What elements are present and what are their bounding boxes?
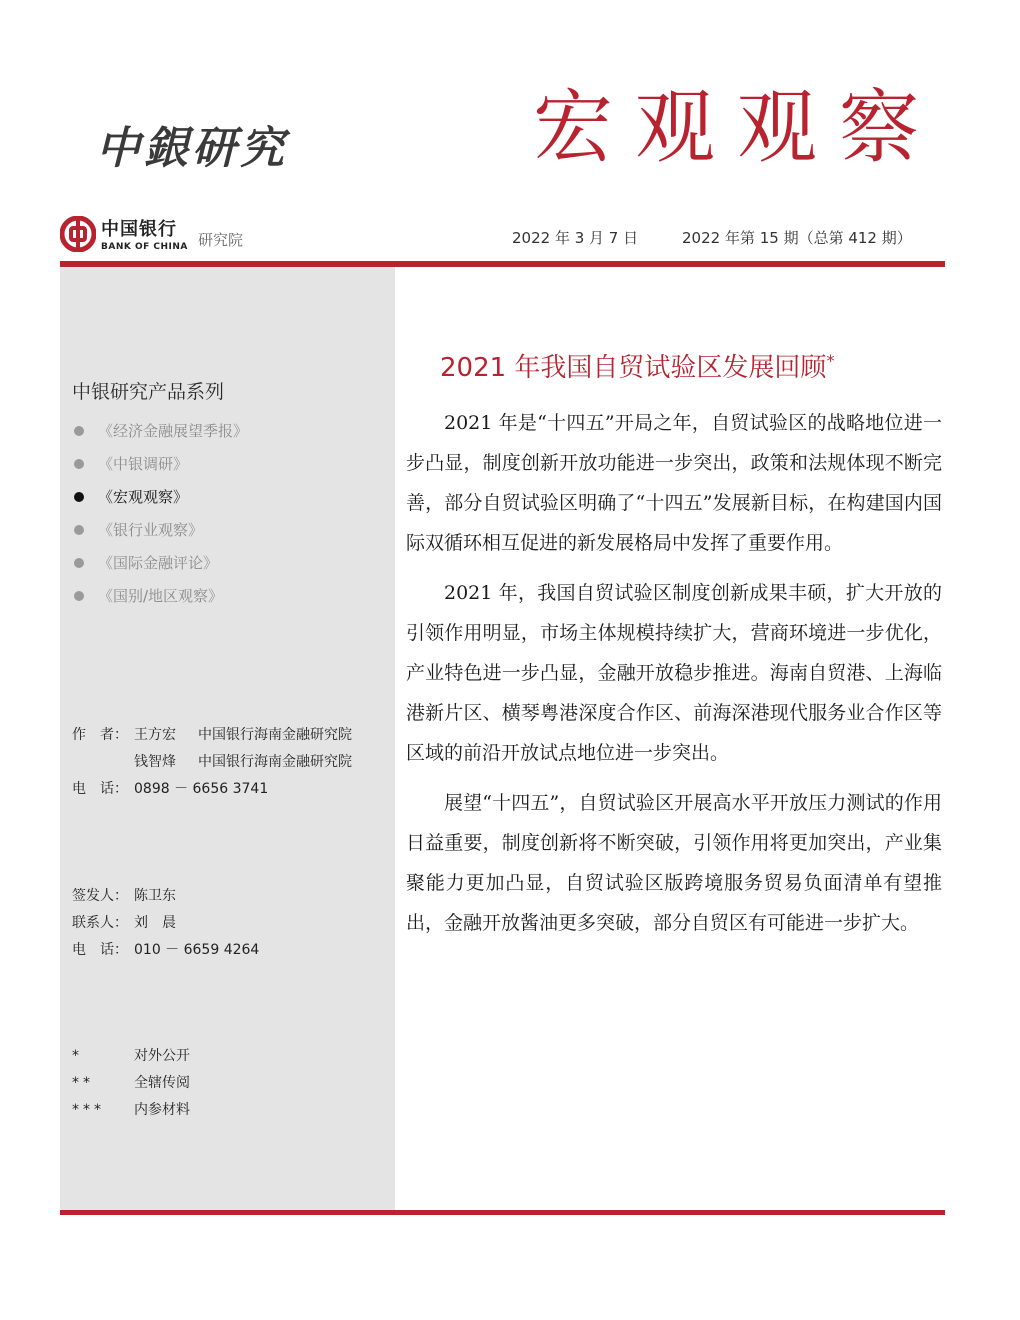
- footnote-mark: *: [826, 351, 835, 370]
- author-phone: 电 话： 0898 － 6656 3741: [72, 781, 269, 797]
- classification-row-internal: ** 全辖传阅: [72, 1075, 190, 1091]
- contact-phone: 电 话： 010 － 6659 4264: [72, 942, 260, 958]
- article-body: [406, 403, 942, 953]
- article-paragraph: 2021 年，我国自贸试验区制度创新成果丰硕，扩大开放的引领作用明显，市场主体规模持续扩大，营商环境进一步优化，产业特色进一步凸显，金融开放稳步推进。海南自贸港、上海临港新片区、横琴粤港深度合作区、前海深港现代服务业合作区等区域的前沿开放试点地位进一步突出。: [406, 582, 942, 764]
- series-item-macro: 《宏观观察》: [72, 480, 248, 513]
- classification-row-confidential: *** 内参材料: [72, 1102, 190, 1118]
- bank-name-en: BANK OF CHINA: [101, 242, 188, 252]
- bullet-icon: [74, 591, 84, 601]
- series-item-country: 《国别/地区观察》: [72, 579, 248, 612]
- bullet-icon: [74, 525, 84, 535]
- article-paragraph: 2021 年是“十四五”开局之年，自贸试验区的战略地位进一步凸显，制度创新开放功能进一步突出，政策和法规体现不断完善，部分自贸试验区明确了“十四五”发展新目标，在构建国内国际双循环相互促进的新发展格局中发挥了重要作用。: [406, 412, 942, 554]
- series-title: 中银研究产品系列: [72, 381, 225, 403]
- bank-of-china-logo-icon: [60, 216, 96, 252]
- series-item-banking: 《银行业观察》: [72, 513, 248, 546]
- author-row-1: 作 者： 王方宏 中国银行海南金融研究院: [72, 727, 352, 743]
- bullet-icon: [74, 558, 84, 568]
- series-item-research: 《中银调研》: [72, 447, 248, 480]
- signer-row: 签发人： 陈卫东: [72, 888, 176, 904]
- publication-date: 2022 年 3 月 7 日: [512, 229, 639, 247]
- series-item-outlook: 《经济金融展望季报》: [72, 414, 248, 447]
- author-row-2: 钱智烽 中国银行海南金融研究院: [134, 754, 352, 770]
- article-title: 2021 年我国自贸试验区发展回顾*: [440, 351, 835, 383]
- institute-label: 研究院: [198, 231, 244, 249]
- article-paragraph: 展望“十四五”，自贸试验区开展高水平开放压力测试的作用日益重要，制度创新将不断突破，引领作用将更加突出，产业集聚能力更加凸显，自贸试验区版跨境服务贸易负面清单有望推出，金融开放酱油更多突破，部分自贸区有可能进一步扩大。: [406, 792, 942, 934]
- series-item-intl-finance: 《国际金融评论》: [72, 546, 248, 579]
- issue-number: 2022 年第 15 期（总第 412 期）: [682, 229, 912, 247]
- series-list: [72, 414, 248, 612]
- contact-row: 联系人： 刘 晨: [72, 915, 176, 931]
- footer-divider: [60, 1210, 945, 1215]
- bullet-icon: [74, 459, 84, 469]
- classification-row-public: * 对外公开: [72, 1048, 190, 1064]
- publication-title: 宏观观察: [533, 81, 941, 174]
- calligraphy-logo: 中銀研究: [96, 123, 288, 174]
- bullet-icon: [74, 426, 84, 436]
- bullet-icon: [74, 492, 84, 502]
- bank-name-cn: 中国银行: [101, 219, 177, 240]
